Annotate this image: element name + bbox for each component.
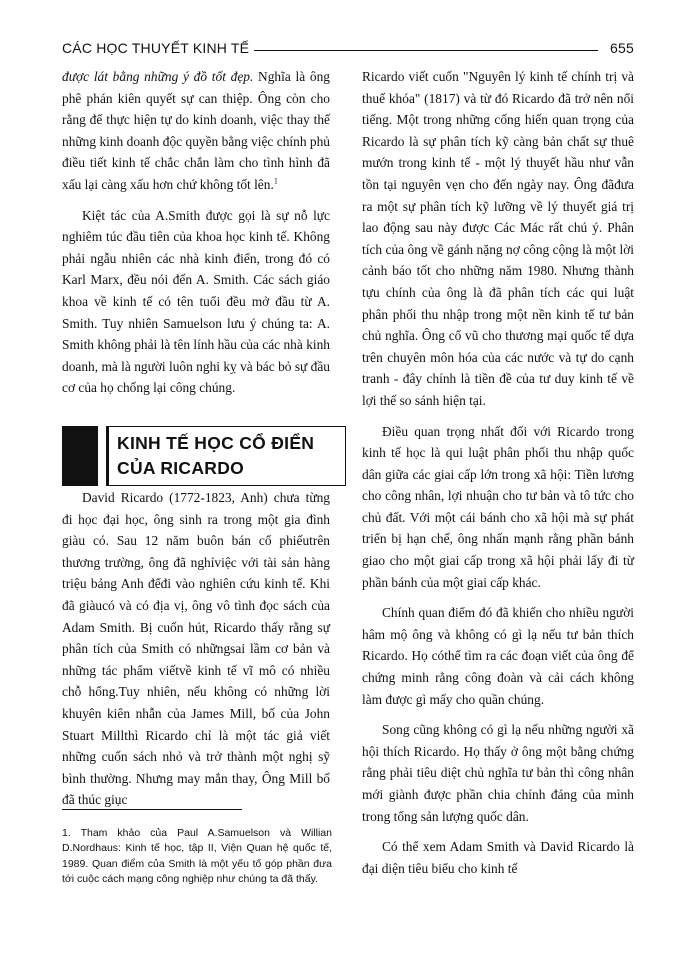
left-column-bottom — [62, 487, 330, 820]
paragraph: Song cũng không có gì lạ nếu những người xã hội thích Ricardo. Họ thấy ở ông một bằng chứng rằng phải tiêu diệt chủ nghĩa tư bản thì công nhân mới giành được phần chia chính đáng của mình trong tổng sản lượng quốc dân. — [362, 722, 634, 824]
footnote-rule — [62, 809, 242, 810]
paragraph: David Ricardo (1772-1823, Anh) chưa từng đi học đại học, ông sinh ra trong một gia đình giàu có. Sau 12 năm buôn bán cổ phiếutrên thương trường, ông đã nghỉviệc với tài sản hàng triệu bảng Anh đểđi vào nghiên cứu kinh tế. Khi đã giàucó và có địa vị, ông vô tình đọc sách của Adam Smith. Bị cuốn hút, Ricardo thấy rằng sự phân tích của Smith có nhữngsai lầm cơ bản và những tác phẩm viếtvề kinh tế vĩ mô có nhiều chỗ hổng.Tuy nhiên, nếu không có những lời khuyên kiên nhẫn của James Mill, bố của John Stuart Millthì Ricardo chỉ là một tác giả viết những cuốn sách nhỏ và trở thành một nghị sỹ bình thường. Nhưng may mắn thay, Ông Mill bố đã thúc giục — [62, 490, 330, 808]
paragraph: Có thể xem Adam Smith và David Ricardo là đại diện tiêu biểu cho kinh tế — [362, 839, 634, 876]
footnote: 1. Tham khảo của Paul A.Samuelson và Willian D.Nordhaus: Kinh tế học, tập II, Viện Quan hệ quốc tế, 1989. Quan điểm của Smith là một yếu tố góp phần đưa tới cuộc cách mạng công nghiệp như chúng ta đã thấy. — [62, 827, 332, 886]
section-heading-block — [62, 426, 342, 486]
paragraph-text: Nghĩa là ông phê phán kiên quyết sự can thiệp. Ông còn cho rằng để thực hiện tự do kinh doanh, việc thay thế những kinh doanh độc quyền bằng việc chính phủ điều tiết kinh tế chắc chắn làm cho tình hình đã xấu lại càng xấu hơn chứ không tốt lên. — [62, 69, 330, 192]
italic-phrase: được lát bằng những ý đồ tốt đẹp. — [62, 69, 254, 84]
heading-bar-decoration — [62, 426, 98, 486]
paragraph: Điều quan trọng nhất đối với Ricardo trong kinh tế học là qui luật phân phối thu nhập quốc dân giữa các giai cấp lớn trong xã hội: Tiền lương cho công nhân, lợi nhuận cho tư bản và tô tức cho chủ đất. Với một cái bánh cho xã hội mà sự phát triển bị hạn chế, ông nhấn mạnh rằng phần bánh giao cho một giai cấp trong xã hội phải lấy đi từ phần bánh của một giai cấp khác. — [362, 423, 634, 590]
paragraph — [62, 66, 330, 196]
header-rule — [254, 50, 598, 51]
paragraph: Chính quan điểm đó đã khiến cho nhiều người hâm mộ ông và không có gì lạ nếu tư bản thích Ricardo. Họ cóthể tìm ra các đoạn viết của ông để chứng minh rằng công đoàn và cải cách không làm được gì mấy cho quần chúng. — [362, 605, 634, 707]
footnote-marker: 1 — [273, 176, 278, 186]
right-column — [362, 66, 634, 888]
paragraph: Kiệt tác của A.Smith được gọi là sự nỗ lực nghiêm túc đầu tiên của khoa học kinh tế. Không phải ngẫu nhiên các nhà kinh điển, trong đó có Karl Marx, đều nói đến A. Smith. Các sách giáo khoa về kinh tế có tên tuổi đều mở đầu từ A. Smith. Tuy nhiên Samuelson lưu ý chúng ta: A. Smith không phải là tên lính hầu của các nhà kinh doanh, mà là người luôn nghi kỵ và bác bỏ sự đầu cơ của họ chống lại công chúng. — [62, 207, 330, 396]
running-header — [62, 40, 634, 60]
paragraph: Ricardo viết cuốn "Nguyên lý kinh tế chính trị và thuế khóa" (1817) và từ đó Ricardo đã trở nên nổi tiếng. Một trong những cống hiến quan trọng của Ricardo là sự phân tích kỹ càng bản chất sự thuê mướn trong kinh tế - một lý thuyết hầu như vẫn tồn tại nguyên vẹn cho đến ngày nay. Ông đãđưa ra một sự phân tích kỹ lưỡng về lý thuyết giá trị lao động sau này được Các Mác rất chú ý. Phân tích của ông về gánh nặng nợ công cộng là một lời cảnh báo tốt cho những năm 1980. Nhưng thành tựu chính của ông là đã phân tích các qui luật phân phối thu nhập trong một nền kinh tế tư bản chủ nghĩa. Ông cổ vũ cho thương mại quốc tế dựa trên chuyên môn hóa của các nước và tự do cạnh tranh - đây chính là tiền đề của tư duy kinh tế về lợi thế so sánh hiện tại. — [362, 69, 634, 408]
left-column-top — [62, 66, 330, 408]
heading-box — [106, 426, 346, 486]
header-title: CÁC HỌC THUYẾT KINH TẾ — [62, 40, 250, 56]
section-heading: KINH TẾ HỌC CỔ ĐIỂN CỦA RICARDO — [117, 433, 315, 478]
page-number: 655 — [610, 40, 634, 56]
